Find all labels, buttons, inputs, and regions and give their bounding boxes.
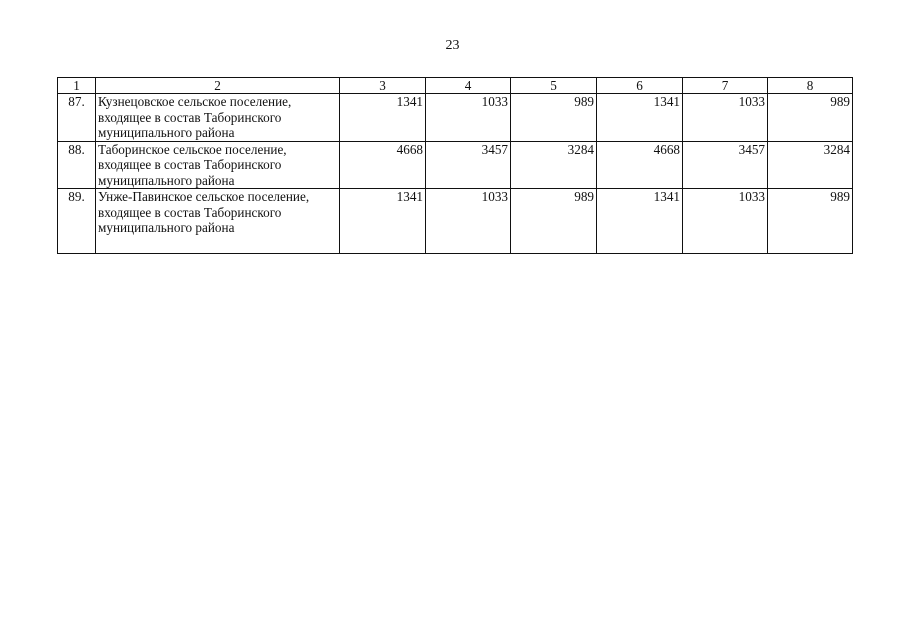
table-header-row bbox=[58, 78, 853, 94]
value-cell: 4668 bbox=[597, 141, 683, 189]
value-cell: 1033 bbox=[683, 189, 768, 254]
value-cell: 989 bbox=[511, 189, 597, 254]
value-cell: 3284 bbox=[768, 141, 853, 189]
table-row bbox=[58, 94, 853, 142]
value-cell: 1341 bbox=[340, 189, 426, 254]
value-cell: 3457 bbox=[426, 141, 511, 189]
table-row bbox=[58, 141, 853, 189]
column-header: 7 bbox=[683, 78, 768, 94]
column-header: 5 bbox=[511, 78, 597, 94]
table-row bbox=[58, 189, 853, 254]
value-cell: 3457 bbox=[683, 141, 768, 189]
row-number: 89. bbox=[58, 189, 96, 254]
value-cell: 1033 bbox=[683, 94, 768, 142]
value-cell: 989 bbox=[511, 94, 597, 142]
column-header: 1 bbox=[58, 78, 96, 94]
value-cell: 1341 bbox=[597, 189, 683, 254]
settlement-name: Кузнецовское сельское поселение, входящее в состав Таборинского муниципального района bbox=[96, 94, 340, 142]
value-cell: 1341 bbox=[340, 94, 426, 142]
row-number: 88. bbox=[58, 141, 96, 189]
column-header: 8 bbox=[768, 78, 853, 94]
column-header: 3 bbox=[340, 78, 426, 94]
settlement-name: Таборинское сельское поселение, входящее в состав Таборинского муниципального района bbox=[96, 141, 340, 189]
column-header: 6 bbox=[597, 78, 683, 94]
page-number: 23 bbox=[445, 38, 460, 53]
value-cell: 3284 bbox=[511, 141, 597, 189]
value-cell: 1033 bbox=[426, 189, 511, 254]
value-cell: 989 bbox=[768, 189, 853, 254]
settlement-name: Унже-Павинское сельское поселение, входящее в состав Таборинского муниципального района bbox=[96, 189, 340, 254]
value-cell: 989 bbox=[768, 94, 853, 142]
data-table bbox=[57, 77, 853, 254]
value-cell: 1033 bbox=[426, 94, 511, 142]
value-cell: 1341 bbox=[597, 94, 683, 142]
value-cell: 4668 bbox=[340, 141, 426, 189]
column-header: 2 bbox=[96, 78, 340, 94]
row-number: 87. bbox=[58, 94, 96, 142]
column-header: 4 bbox=[426, 78, 511, 94]
